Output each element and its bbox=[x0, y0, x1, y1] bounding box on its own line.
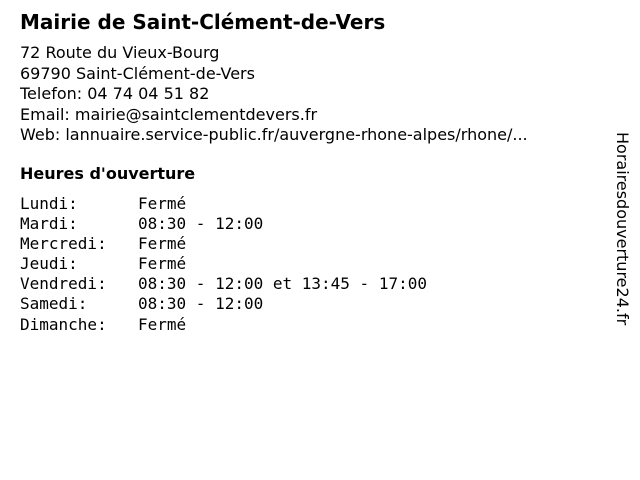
day-hours: Fermé bbox=[138, 234, 187, 254]
day-label: Mercredi: bbox=[20, 234, 107, 254]
hours-row-sunday bbox=[20, 315, 427, 335]
day-hours: 08:30 - 12:00 bbox=[138, 294, 264, 314]
day-label: Vendredi: bbox=[20, 274, 107, 294]
day-hours: Fermé bbox=[138, 254, 187, 274]
website-line: Web: lannuaire.service-public.fr/auvergne-rhone-alpes/rhone/... bbox=[20, 125, 528, 144]
contact-block bbox=[20, 43, 528, 146]
city-postcode: 69790 Saint-Clément-de-Vers bbox=[20, 63, 255, 83]
day-hours: 08:30 - 12:00 et 13:45 - 17:00 bbox=[138, 274, 427, 294]
hours-row-saturday bbox=[20, 294, 427, 314]
day-hours: Fermé bbox=[138, 194, 187, 213]
street-address: 72 Route du Vieux-Bourg bbox=[20, 43, 220, 62]
opening-hours-table bbox=[20, 194, 427, 335]
opening-hours-heading: Heures d'ouverture bbox=[20, 164, 196, 183]
day-label: Mardi: bbox=[20, 214, 78, 234]
hours-row-wednesday bbox=[20, 234, 427, 254]
hours-row-friday bbox=[20, 274, 427, 294]
page-title: Mairie de Saint-Clément-de-Vers bbox=[20, 10, 386, 34]
hours-row-monday bbox=[20, 194, 427, 214]
email-line: Email: mairie@saintclementdevers.fr bbox=[20, 104, 318, 124]
phone-line: Telefon: 04 74 04 51 82 bbox=[20, 84, 210, 103]
day-label: Dimanche: bbox=[20, 314, 107, 334]
hours-row-thursday bbox=[20, 254, 427, 274]
day-hours: Fermé bbox=[138, 314, 187, 334]
site-brand-watermark: Horairesdouverture24.fr bbox=[613, 132, 632, 326]
day-hours: 08:30 - 12:00 bbox=[138, 214, 264, 234]
hours-row-tuesday bbox=[20, 214, 427, 234]
day-label: Lundi: bbox=[20, 194, 78, 213]
day-label: Samedi: bbox=[20, 294, 88, 314]
day-label: Jeudi: bbox=[20, 254, 78, 274]
